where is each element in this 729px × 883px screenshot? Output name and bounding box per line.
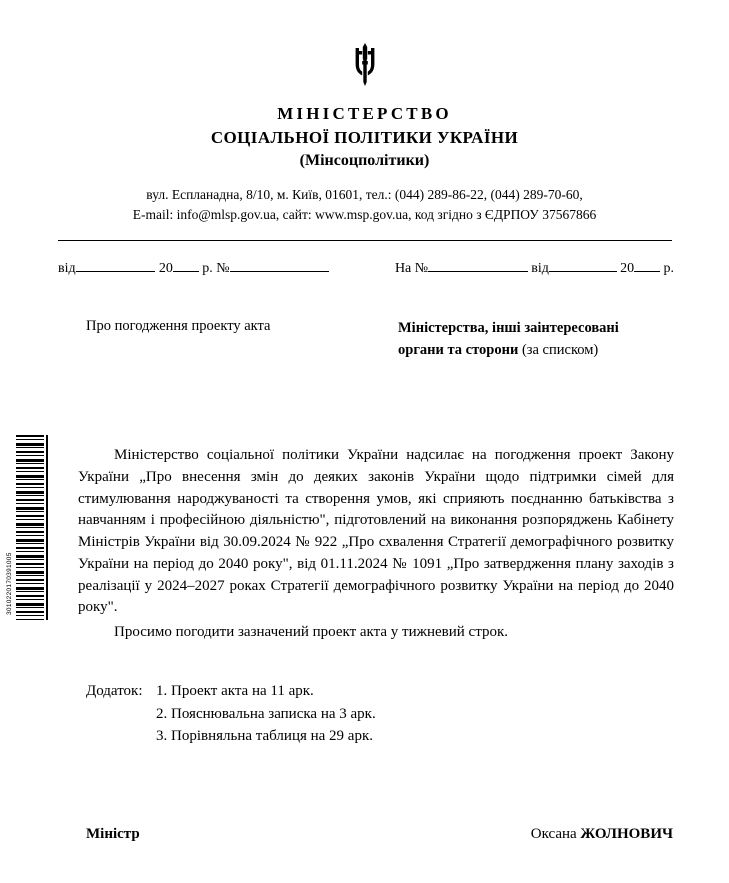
outgoing-from-label: від [58,261,76,276]
reply-year-blank[interactable] [634,258,660,272]
header-divider [58,240,672,241]
document-body [78,445,674,644]
body-paragraph-1: Міністерство соціальної політики України надсилає на погодження проект Закону України „Про внесення змін до деяких законів України щодо підтримки сімей для стимулювання народжуваності та створення умов, які сприяють поєднанню батьківства з навчанням і професійною діяльністю", підготовлений на виконання розпоряджень Кабінету Міністрів України від 30.09.2024 № 922 „Про схвалення Стратегії демографічного розвитку України на період до 2040 року", від 01.11.2024 № 1091 „Про затвердження плану заходів з реалізації у 2024–2027 роках Стратегії демографічного розвитку України на період до 2040 року". [78,447,674,616]
reply-number-blank[interactable] [428,258,528,272]
attachment-list [156,680,606,748]
outgoing-date-blank[interactable] [76,258,156,272]
document-subject: Про погодження проекту акта [86,318,271,334]
addressee-block [398,318,688,362]
outgoing-year-blank[interactable] [173,258,199,272]
list-item: 3. Порівняльна таблиця на 29 арк. [156,728,373,744]
ministry-title-line2: СОЦІАЛЬНОЇ ПОЛІТИКИ УКРАЇНИ [210,128,519,147]
reply-year-label: 20 [620,261,635,276]
reply-number-label: На № [394,261,429,276]
outgoing-number-label: р. № [202,261,230,276]
reference-line [58,258,674,277]
barcode-number: 3010220170391005 [6,552,13,615]
body-paragraph-2: Просимо погодити зазначений проект акта у тижневий строк. [114,624,508,640]
addressee-line2: органи та сторони [398,341,519,358]
addressee-note: (за списком) [518,341,599,358]
signature-last-name: ЖОЛНОВИЧ [580,826,673,842]
reply-year-suffix: р. [663,261,674,276]
list-item: 1. Проект акта на 11 арк. [156,683,314,699]
ministry-short-name: (Мінсоцполітики) [299,152,430,169]
emblem-container [0,42,729,93]
ministry-contacts-line: E-mail: info@mlsp.gov.ua, сайт: www.msp.gov.ua, код згідно з ЄДРПОУ 37567866 [132,207,597,222]
ministry-address-line1: вул. Еспланадна, 8/10, м. Київ, 01601, тел.: (044) 289-86-22, (044) 289-70-60, [146,187,583,202]
attachment-label: Додаток: [86,683,143,699]
signature-position: Міністр [86,826,140,842]
ukraine-trident-icon [348,42,382,88]
outgoing-year-label: 20 [158,261,173,276]
list-item: 2. Пояснювальна записка на 3 арк. [156,705,376,722]
barcode-container [4,435,48,620]
signature-first-name: Оксана [530,826,581,842]
ministry-title-line1: МІНІСТЕРСТВО [277,104,452,123]
reply-date-blank[interactable] [549,258,617,272]
attachment-block [86,680,606,748]
barcode-bars [16,435,44,620]
addressee-line1: Міністерства, інші заінтересовані [398,320,619,336]
reply-from-label: від [531,261,549,276]
outgoing-number-blank[interactable] [230,258,330,272]
signature-name [531,826,673,843]
